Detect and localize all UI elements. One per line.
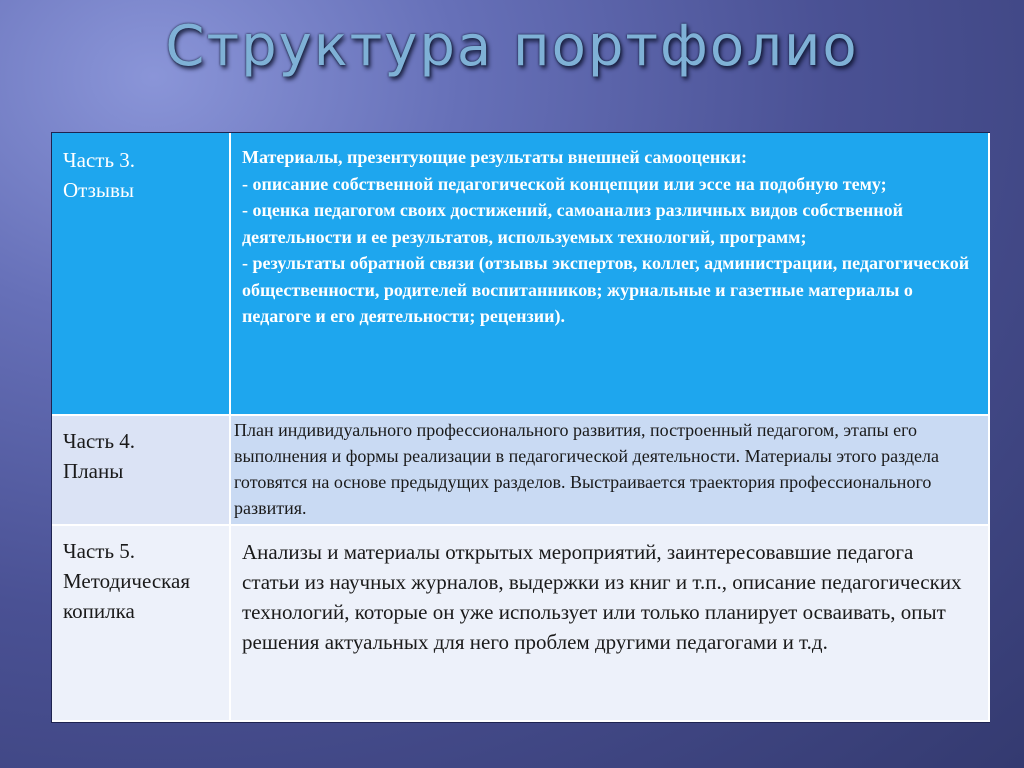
part-3-content bbox=[232, 134, 987, 330]
part-5-number: Часть 5. bbox=[63, 539, 136, 563]
portfolio-table-frame bbox=[51, 132, 990, 723]
part-3-name: Отзывы bbox=[63, 178, 135, 202]
slide-title: Структура портфолио bbox=[165, 14, 859, 79]
part-5-label-cell bbox=[52, 525, 230, 721]
part-3-label-cell bbox=[52, 133, 230, 415]
part-4-content: План индивидуального профессионального развития, построенный педагогом, этапы его выполнения и формы реализации в педагогической деятельности. Материалы этого раздела готовятся на основе предыдущих разделов. Выстраивается траектория профессионального развития. bbox=[234, 420, 940, 518]
part-3-content-line: - оценка педагогом своих достижений, самоанализ различных видов собственной деятельности и ее результатов, используемых технологий, программ; bbox=[242, 200, 903, 247]
part-4-number: Часть 4. bbox=[63, 429, 136, 453]
part-5-content-cell bbox=[230, 525, 989, 721]
part-3-content-line: Материалы, презентующие результаты внешней самооценки: bbox=[242, 147, 747, 167]
part-3-number: Часть 3. bbox=[63, 148, 136, 172]
portfolio-structure-table bbox=[52, 133, 990, 722]
table-row-part-4 bbox=[52, 415, 989, 525]
part-3-content-line: - результаты обратной связи (отзывы экспертов, коллег, администрации, педагогической общественности, родителей воспитанников; журнальные и газетные материалы о педагоге и его деятельности; рецензии). bbox=[242, 253, 970, 326]
table-row-part-5 bbox=[52, 525, 989, 721]
part-3-content-cell bbox=[230, 133, 989, 415]
part-5-name: Методическая копилка bbox=[63, 569, 191, 623]
part-4-label-cell bbox=[52, 415, 230, 525]
part-3-content-line: - описание собственной педагогической концепции или эссе на подобную тему; bbox=[242, 173, 887, 194]
part-5-content: Анализы и материалы открытых мероприятий, заинтересовавшие педагога статьи из научных журналов, выдержки из книг и т.п., описание педагогических технологий, которые он уже использует или только планирует осваивать, опыт решения актуальных для него проблем другими педагогами и т.д. bbox=[242, 540, 962, 654]
part-4-name: Планы bbox=[63, 459, 124, 483]
table-row-part-3 bbox=[52, 133, 989, 415]
part-4-content-cell bbox=[230, 415, 989, 525]
